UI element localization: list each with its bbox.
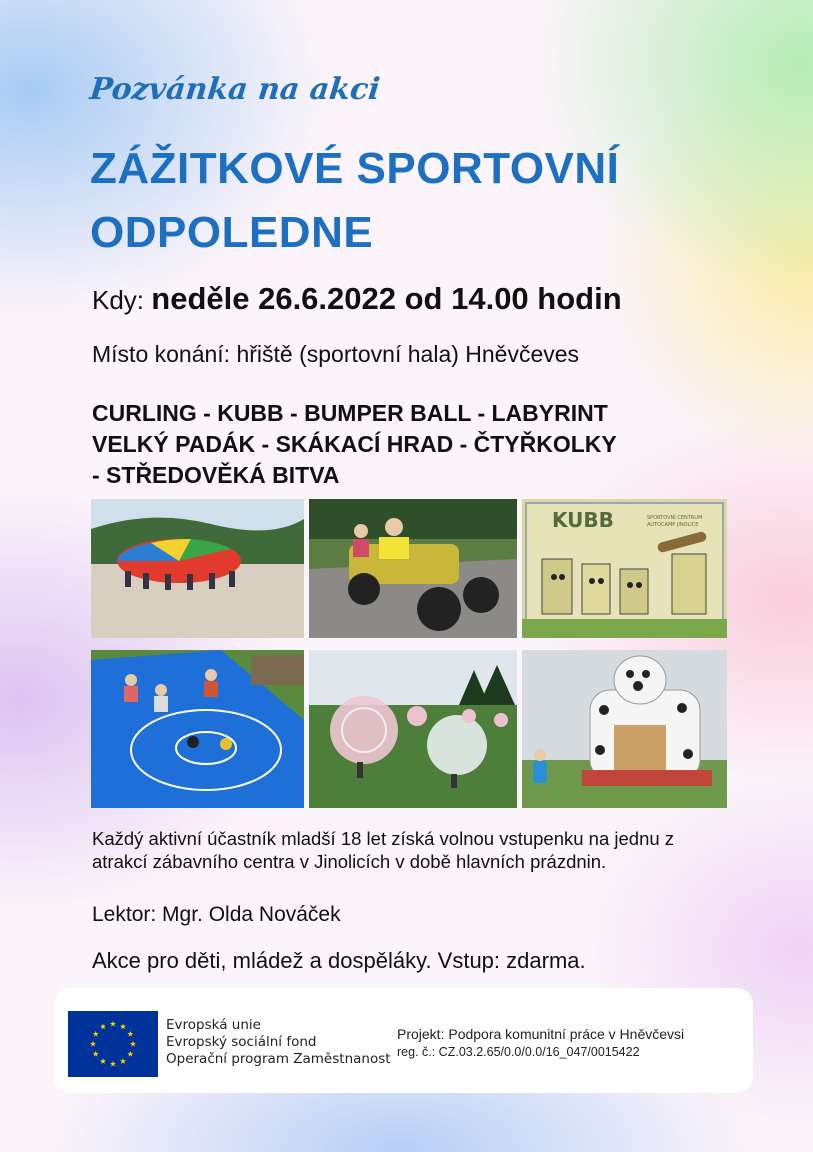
event-title-line-2: ODPOLEDNE (90, 208, 374, 257)
kubb-sign-title: KUBB (552, 508, 614, 532)
eu-program-text (166, 1017, 391, 1068)
youth-ticket-note: Každý aktivní účastník mladší 18 let získá volnou vstupenku na jednu z atrakcí zábavního centra v Jinolicích v době hlavních prázdnin. (92, 828, 675, 872)
eu-line-2: Evropský sociální fond (166, 1034, 317, 1050)
kubb-sign-subtitle-2: AUTOCAMP JINOLICE (647, 522, 699, 528)
date-value: neděle 26.6.2022 od 14.00 hodin (151, 281, 622, 316)
project-name: Projekt: Podpora komunitní práce v Hněvčevsi (397, 1026, 685, 1042)
photo-curling (91, 650, 304, 808)
activity-line: - STŘEDOVĚKÁ BITVA (92, 462, 340, 488)
eu-line-1: Evropská unie (166, 1017, 261, 1033)
invitation-heading: Pozvánka na akci (88, 72, 382, 107)
audience-admission-info: Akce pro děti, mládež a dospěláky. Vstup: zdarma. (92, 948, 586, 973)
photo-go-kart (309, 499, 517, 638)
funding-footer (54, 988, 753, 1093)
event-venue: Místo konání: hřiště (sportovní hala) Hněvčeves (92, 341, 580, 367)
activity-list (92, 398, 752, 491)
activity-line: VELKÝ PADÁK - SKÁKACÍ HRAD - ČTYŘKOLKY (92, 431, 617, 457)
date-label: Kdy: (92, 285, 145, 315)
event-date (92, 281, 622, 317)
registration-number: reg. č.: CZ.03.2.65/0.0/0.0/16_047/0015422 (397, 1045, 640, 1059)
photo-bumper-ball (309, 650, 517, 808)
eu-line-3: Operační program Zaměstnanost (166, 1051, 391, 1067)
eu-flag-icon (68, 1011, 158, 1077)
photo-bouncy-castle (522, 650, 727, 808)
photo-kubb-sign (522, 499, 727, 638)
event-title-line-1: ZÁŽITKOVÉ SPORTOVNÍ (90, 144, 620, 193)
activity-line: CURLING - KUBB - BUMPER BALL - LABYRINT (92, 400, 608, 426)
kubb-sign-subtitle-1: SPORTOVNÍ CENTRUM (647, 515, 703, 521)
lector-info: Lektor: Mgr. Olda Nováček (92, 903, 341, 926)
photo-parachute (91, 499, 304, 638)
